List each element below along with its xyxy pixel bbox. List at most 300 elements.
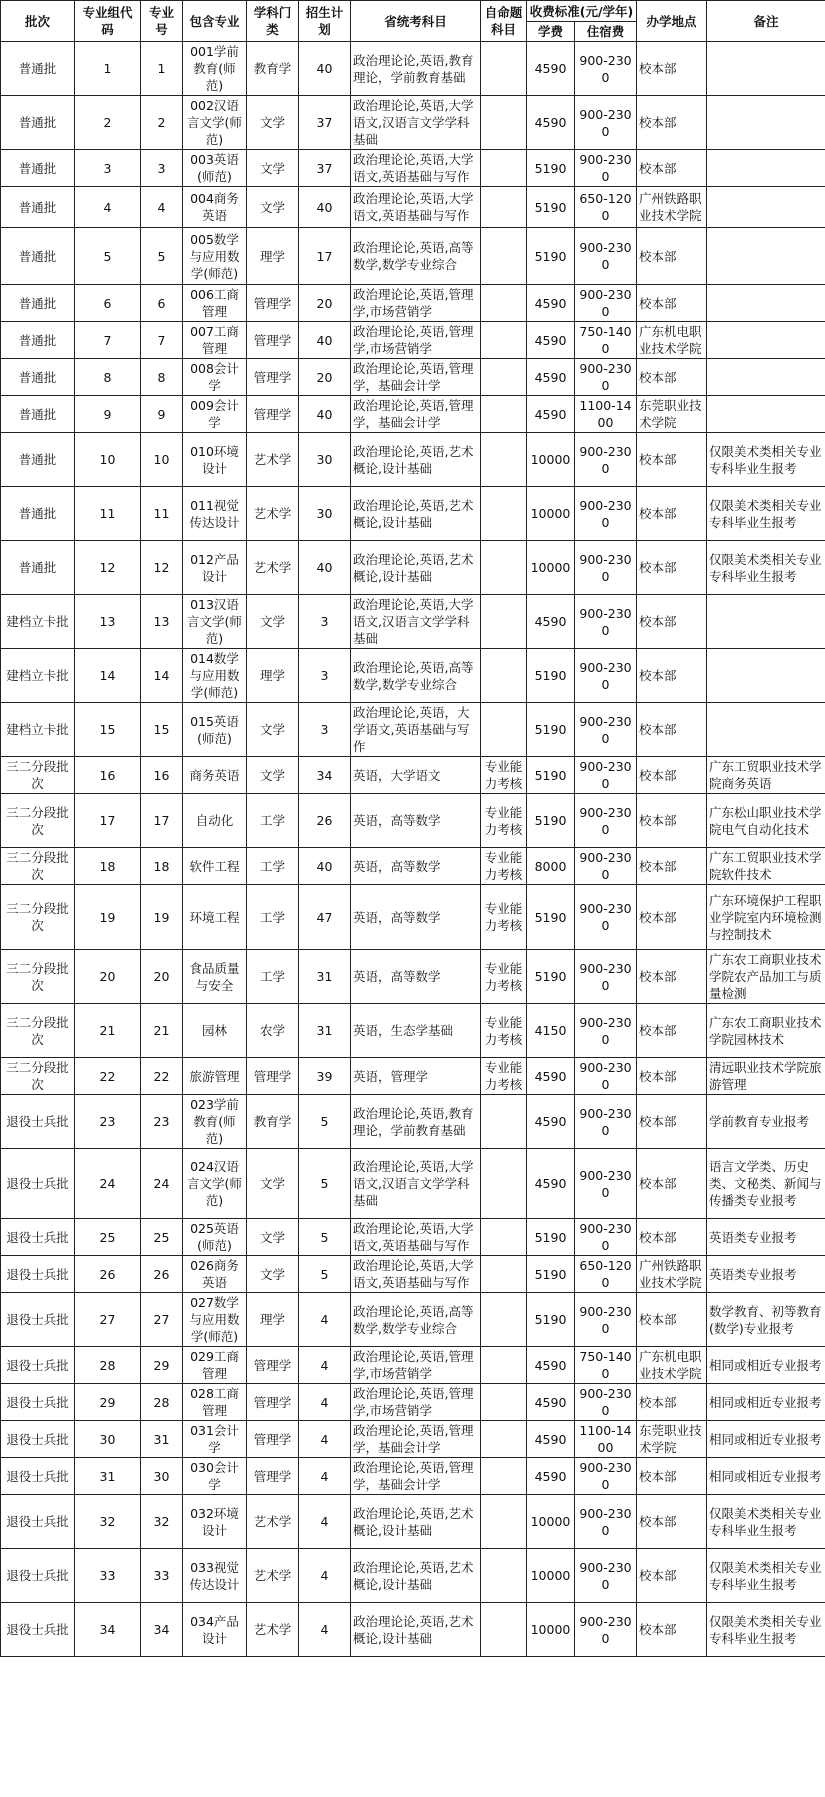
plan-cell: 5 [299,1256,351,1293]
tuition-cell: 10000 [527,1495,575,1549]
group-code-cell: 19 [75,885,141,950]
exam-subjects-cell: 政治理论论,英语,大学语文,英语基础与写作 [351,150,481,187]
plan-cell: 4 [299,1293,351,1347]
batch-cell: 普通批 [1,42,75,96]
discipline-cell: 管理学 [247,1058,299,1095]
tuition-cell: 5190 [527,228,575,285]
major-cell: 005数学与应用数学(师范) [183,228,247,285]
self-exam-cell [481,1384,527,1421]
major-no-cell: 31 [141,1421,183,1458]
tuition-cell: 4590 [527,1347,575,1384]
self-exam-cell: 专业能力考核 [481,848,527,885]
note-cell: 广东工贸职业技术学院商务英语 [707,757,825,794]
major-cell: 003英语(师范) [183,150,247,187]
group-code-cell: 26 [75,1256,141,1293]
discipline-cell: 管理学 [247,1421,299,1458]
batch-cell: 三二分段批次 [1,885,75,950]
tuition-cell: 4590 [527,396,575,433]
batch-cell: 建档立卡批 [1,595,75,649]
tuition-cell: 4150 [527,1004,575,1058]
header-tuition: 学费 [527,22,575,42]
self-exam-cell [481,322,527,359]
lodging-cell: 900-2300 [575,794,637,848]
location-cell: 校本部 [637,848,707,885]
location-cell: 校本部 [637,96,707,150]
major-cell: 环境工程 [183,885,247,950]
major-no-cell: 27 [141,1293,183,1347]
note-cell: 相同或相近专业报考 [707,1421,825,1458]
location-cell: 校本部 [637,1458,707,1495]
plan-cell: 26 [299,794,351,848]
exam-subjects-cell: 政治理论论,英语,管理学,市场营销学 [351,1384,481,1421]
self-exam-cell [481,703,527,757]
exam-subjects-cell: 政治理论论,英语,艺术概论,设计基础 [351,433,481,487]
group-code-cell: 18 [75,848,141,885]
tuition-cell: 10000 [527,1603,575,1657]
location-cell: 校本部 [637,1149,707,1219]
self-exam-cell [481,359,527,396]
tuition-cell: 4590 [527,1421,575,1458]
major-cell: 食品质量与安全 [183,950,247,1004]
table-row [1,433,825,487]
self-exam-cell [481,1256,527,1293]
group-code-cell: 17 [75,794,141,848]
discipline-cell: 文学 [247,757,299,794]
location-cell: 校本部 [637,1293,707,1347]
major-no-cell: 33 [141,1549,183,1603]
lodging-cell: 900-2300 [575,1149,637,1219]
location-cell: 校本部 [637,1603,707,1657]
group-code-cell: 11 [75,487,141,541]
batch-cell: 普通批 [1,96,75,150]
table-row [1,1384,825,1421]
location-cell: 校本部 [637,228,707,285]
table-row [1,1549,825,1603]
note-cell: 学前教育专业报考 [707,1095,825,1149]
plan-cell: 40 [299,396,351,433]
exam-subjects-cell: 政治理论论,英语,艺术概论,设计基础 [351,487,481,541]
location-cell: 校本部 [637,885,707,950]
note-cell: 仅限美术类相关专业专科毕业生报考 [707,541,825,595]
self-exam-cell [481,1495,527,1549]
table-row [1,487,825,541]
table-row [1,848,825,885]
self-exam-cell: 专业能力考核 [481,950,527,1004]
batch-cell: 三二分段批次 [1,1058,75,1095]
exam-subjects-cell: 英语，管理学 [351,1058,481,1095]
header-exam: 省统考科目 [351,1,481,42]
batch-cell: 普通批 [1,285,75,322]
plan-cell: 5 [299,1219,351,1256]
major-no-cell: 29 [141,1347,183,1384]
lodging-cell: 900-2300 [575,1384,637,1421]
group-code-cell: 6 [75,285,141,322]
major-no-cell: 9 [141,396,183,433]
lodging-cell: 900-2300 [575,228,637,285]
major-no-cell: 30 [141,1458,183,1495]
self-exam-cell: 专业能力考核 [481,885,527,950]
major-no-cell: 34 [141,1603,183,1657]
major-cell: 028工商管理 [183,1384,247,1421]
exam-subjects-cell: 政治理论论,英语,管理学,市场营销学 [351,285,481,322]
plan-cell: 20 [299,285,351,322]
discipline-cell: 艺术学 [247,1549,299,1603]
exam-subjects-cell: 政治理论论,英语,大学语文,汉语言文学学科基础 [351,1149,481,1219]
discipline-cell: 文学 [247,595,299,649]
batch-cell: 普通批 [1,396,75,433]
major-no-cell: 5 [141,228,183,285]
table-row [1,1293,825,1347]
batch-cell: 退役士兵批 [1,1458,75,1495]
lodging-cell: 900-2300 [575,1549,637,1603]
table-row [1,1603,825,1657]
major-cell: 015英语(师范) [183,703,247,757]
note-cell: 数学教育、初等教育(数学)专业报考 [707,1293,825,1347]
tuition-cell: 10000 [527,1549,575,1603]
major-no-cell: 6 [141,285,183,322]
group-code-cell: 5 [75,228,141,285]
group-code-cell: 23 [75,1095,141,1149]
table-row [1,595,825,649]
exam-subjects-cell: 政治理论论,英语，大学语文,英语基础与写作 [351,703,481,757]
location-cell: 校本部 [637,1495,707,1549]
plan-cell: 40 [299,187,351,228]
location-cell: 校本部 [637,1058,707,1095]
plan-cell: 4 [299,1421,351,1458]
exam-subjects-cell: 政治理论论,英语,高等数学,数学专业综合 [351,1293,481,1347]
lodging-cell: 1100-1400 [575,396,637,433]
batch-cell: 普通批 [1,187,75,228]
exam-subjects-cell: 政治理论论,英语,管理学,市场营销学 [351,1347,481,1384]
plan-cell: 5 [299,1095,351,1149]
note-cell [707,285,825,322]
table-row [1,42,825,96]
location-cell: 校本部 [637,1095,707,1149]
major-no-cell: 13 [141,595,183,649]
location-cell: 校本部 [637,541,707,595]
discipline-cell: 艺术学 [247,433,299,487]
table-row [1,649,825,703]
batch-cell: 三二分段批次 [1,950,75,1004]
discipline-cell: 文学 [247,150,299,187]
self-exam-cell [481,1347,527,1384]
major-no-cell: 24 [141,1149,183,1219]
self-exam-cell [481,595,527,649]
major-cell: 032环境设计 [183,1495,247,1549]
plan-cell: 4 [299,1603,351,1657]
major-cell: 006工商管理 [183,285,247,322]
note-cell [707,595,825,649]
major-cell: 026商务英语 [183,1256,247,1293]
table-row [1,1458,825,1495]
tuition-cell: 4590 [527,359,575,396]
plan-cell: 4 [299,1347,351,1384]
group-code-cell: 13 [75,595,141,649]
discipline-cell: 文学 [247,1256,299,1293]
self-exam-cell [481,433,527,487]
self-exam-cell: 专业能力考核 [481,1058,527,1095]
note-cell: 仅限美术类相关专业专科毕业生报考 [707,433,825,487]
note-cell [707,96,825,150]
lodging-cell: 900-2300 [575,433,637,487]
group-code-cell: 4 [75,187,141,228]
major-no-cell: 8 [141,359,183,396]
exam-subjects-cell: 政治理论论,英语,大学语文,英语基础与写作 [351,187,481,228]
major-no-cell: 11 [141,487,183,541]
major-cell: 009会计学 [183,396,247,433]
lodging-cell: 900-2300 [575,96,637,150]
batch-cell: 退役士兵批 [1,1549,75,1603]
note-cell: 仅限美术类相关专业专科毕业生报考 [707,1495,825,1549]
location-cell: 校本部 [637,42,707,96]
note-cell: 相同或相近专业报考 [707,1347,825,1384]
tuition-cell: 4590 [527,1058,575,1095]
tuition-cell: 5190 [527,950,575,1004]
self-exam-cell: 专业能力考核 [481,1004,527,1058]
note-cell: 广东环境保护工程职业学院室内环境检测与控制技术 [707,885,825,950]
lodging-cell: 900-2300 [575,42,637,96]
major-no-cell: 10 [141,433,183,487]
exam-subjects-cell: 政治理论论,英语,大学语文,英语基础与写作 [351,1219,481,1256]
exam-subjects-cell: 英语，高等数学 [351,848,481,885]
tuition-cell: 4590 [527,1149,575,1219]
discipline-cell: 管理学 [247,322,299,359]
note-cell [707,703,825,757]
discipline-cell: 管理学 [247,396,299,433]
exam-subjects-cell: 政治理论论,英语,艺术概论,设计基础 [351,541,481,595]
exam-subjects-cell: 政治理论论,英语,大学语文,汉语言文学学科基础 [351,96,481,150]
plan-cell: 39 [299,1058,351,1095]
major-cell: 园林 [183,1004,247,1058]
tuition-cell: 5190 [527,794,575,848]
discipline-cell: 理学 [247,228,299,285]
lodging-cell: 900-2300 [575,649,637,703]
discipline-cell: 艺术学 [247,1603,299,1657]
major-cell: 软件工程 [183,848,247,885]
major-no-cell: 4 [141,187,183,228]
group-code-cell: 29 [75,1384,141,1421]
note-cell: 仅限美术类相关专业专科毕业生报考 [707,1549,825,1603]
lodging-cell: 1100-1400 [575,1421,637,1458]
note-cell: 语言文学类、历史类、文秘类、新闻与传播类专业报考 [707,1149,825,1219]
plan-cell: 30 [299,433,351,487]
table-row [1,1495,825,1549]
exam-subjects-cell: 政治理论论,英语,高等数学,数学专业综合 [351,649,481,703]
location-cell: 校本部 [637,1004,707,1058]
note-cell: 相同或相近专业报考 [707,1384,825,1421]
group-code-cell: 28 [75,1347,141,1384]
plan-cell: 30 [299,487,351,541]
batch-cell: 退役士兵批 [1,1149,75,1219]
tuition-cell: 4590 [527,595,575,649]
batch-cell: 三二分段批次 [1,1004,75,1058]
tuition-cell: 4590 [527,322,575,359]
note-cell [707,42,825,96]
exam-subjects-cell: 政治理论论,英语,管理学，基础会计学 [351,359,481,396]
location-cell: 东莞职业技术学院 [637,1421,707,1458]
group-code-cell: 3 [75,150,141,187]
discipline-cell: 管理学 [247,359,299,396]
major-cell: 010环境设计 [183,433,247,487]
table-row [1,950,825,1004]
lodging-cell: 650-1200 [575,187,637,228]
table-row [1,187,825,228]
location-cell: 校本部 [637,794,707,848]
group-code-cell: 9 [75,396,141,433]
table-row [1,885,825,950]
table-row [1,1004,825,1058]
lodging-cell: 900-2300 [575,359,637,396]
group-code-cell: 12 [75,541,141,595]
lodging-cell: 900-2300 [575,285,637,322]
plan-cell: 47 [299,885,351,950]
tuition-cell: 5190 [527,187,575,228]
batch-cell: 退役士兵批 [1,1603,75,1657]
tuition-cell: 10000 [527,487,575,541]
major-no-cell: 21 [141,1004,183,1058]
batch-cell: 退役士兵批 [1,1219,75,1256]
exam-subjects-cell: 英语，大学语文 [351,757,481,794]
batch-cell: 普通批 [1,322,75,359]
table-row [1,1256,825,1293]
header-batch: 批次 [1,1,75,42]
group-code-cell: 22 [75,1058,141,1095]
tuition-cell: 10000 [527,541,575,595]
location-cell: 校本部 [637,649,707,703]
table-row [1,396,825,433]
tuition-cell: 4590 [527,285,575,322]
table-row [1,1149,825,1219]
major-no-cell: 26 [141,1256,183,1293]
table-row [1,703,825,757]
header-group-code: 专业组代码 [75,1,141,42]
self-exam-cell: 专业能力考核 [481,794,527,848]
plan-cell: 17 [299,228,351,285]
note-cell: 英语类专业报考 [707,1219,825,1256]
table-row [1,1219,825,1256]
discipline-cell: 工学 [247,950,299,1004]
tuition-cell: 4590 [527,1458,575,1495]
tuition-cell: 4590 [527,42,575,96]
location-cell: 广东机电职业技术学院 [637,322,707,359]
location-cell: 校本部 [637,950,707,1004]
plan-cell: 40 [299,322,351,359]
self-exam-cell [481,487,527,541]
major-no-cell: 15 [141,703,183,757]
plan-cell: 31 [299,950,351,1004]
plan-cell: 4 [299,1549,351,1603]
location-cell: 校本部 [637,1384,707,1421]
major-no-cell: 19 [141,885,183,950]
group-code-cell: 14 [75,649,141,703]
lodging-cell: 900-2300 [575,1293,637,1347]
plan-cell: 37 [299,96,351,150]
plan-cell: 3 [299,595,351,649]
major-cell: 旅游管理 [183,1058,247,1095]
self-exam-cell [481,649,527,703]
lodging-cell: 900-2300 [575,1219,637,1256]
exam-subjects-cell: 政治理论论,英语,艺术概论,设计基础 [351,1495,481,1549]
location-cell: 校本部 [637,433,707,487]
major-no-cell: 20 [141,950,183,1004]
batch-cell: 退役士兵批 [1,1384,75,1421]
header-note: 备注 [707,1,825,42]
self-exam-cell [481,1421,527,1458]
note-cell: 相同或相近专业报考 [707,1458,825,1495]
discipline-cell: 管理学 [247,1458,299,1495]
self-exam-cell [481,96,527,150]
batch-cell: 建档立卡批 [1,649,75,703]
note-cell: 仅限美术类相关专业专科毕业生报考 [707,1603,825,1657]
tuition-cell: 5190 [527,1293,575,1347]
discipline-cell: 管理学 [247,1384,299,1421]
note-cell: 广东工贸职业技术学院软件技术 [707,848,825,885]
note-cell [707,359,825,396]
exam-subjects-cell: 英语，高等数学 [351,950,481,1004]
group-code-cell: 1 [75,42,141,96]
lodging-cell: 750-1400 [575,1347,637,1384]
plan-cell: 40 [299,848,351,885]
group-code-cell: 2 [75,96,141,150]
location-cell: 校本部 [637,1219,707,1256]
batch-cell: 退役士兵批 [1,1095,75,1149]
self-exam-cell [481,228,527,285]
table-row [1,228,825,285]
discipline-cell: 管理学 [247,285,299,322]
location-cell: 广东机电职业技术学院 [637,1347,707,1384]
header-plan: 招生计划 [299,1,351,42]
note-cell: 仅限美术类相关专业专科毕业生报考 [707,487,825,541]
batch-cell: 三二分段批次 [1,757,75,794]
discipline-cell: 工学 [247,794,299,848]
exam-subjects-cell: 英语，生态学基础 [351,1004,481,1058]
major-no-cell: 2 [141,96,183,150]
self-exam-cell [481,42,527,96]
plan-cell: 4 [299,1384,351,1421]
self-exam-cell [481,1219,527,1256]
exam-subjects-cell: 政治理论论,英语,高等数学,数学专业综合 [351,228,481,285]
major-cell: 031会计学 [183,1421,247,1458]
note-cell [707,187,825,228]
note-cell [707,150,825,187]
tuition-cell: 4590 [527,1095,575,1149]
major-cell: 011视觉传达设计 [183,487,247,541]
group-code-cell: 8 [75,359,141,396]
batch-cell: 退役士兵批 [1,1495,75,1549]
note-cell: 广东农工商职业技术学院园林技术 [707,1004,825,1058]
location-cell: 广州铁路职业技术学院 [637,1256,707,1293]
batch-cell: 普通批 [1,150,75,187]
table-row [1,1347,825,1384]
header-lodging: 住宿费 [575,22,637,42]
group-code-cell: 16 [75,757,141,794]
lodging-cell: 900-2300 [575,595,637,649]
major-no-cell: 3 [141,150,183,187]
major-cell: 025英语(师范) [183,1219,247,1256]
major-no-cell: 14 [141,649,183,703]
group-code-cell: 30 [75,1421,141,1458]
major-cell: 034产品设计 [183,1603,247,1657]
group-code-cell: 33 [75,1549,141,1603]
discipline-cell: 教育学 [247,42,299,96]
lodging-cell: 900-2300 [575,150,637,187]
batch-cell: 退役士兵批 [1,1256,75,1293]
table-row [1,794,825,848]
group-code-cell: 20 [75,950,141,1004]
major-no-cell: 18 [141,848,183,885]
major-no-cell: 1 [141,42,183,96]
table-row [1,359,825,396]
